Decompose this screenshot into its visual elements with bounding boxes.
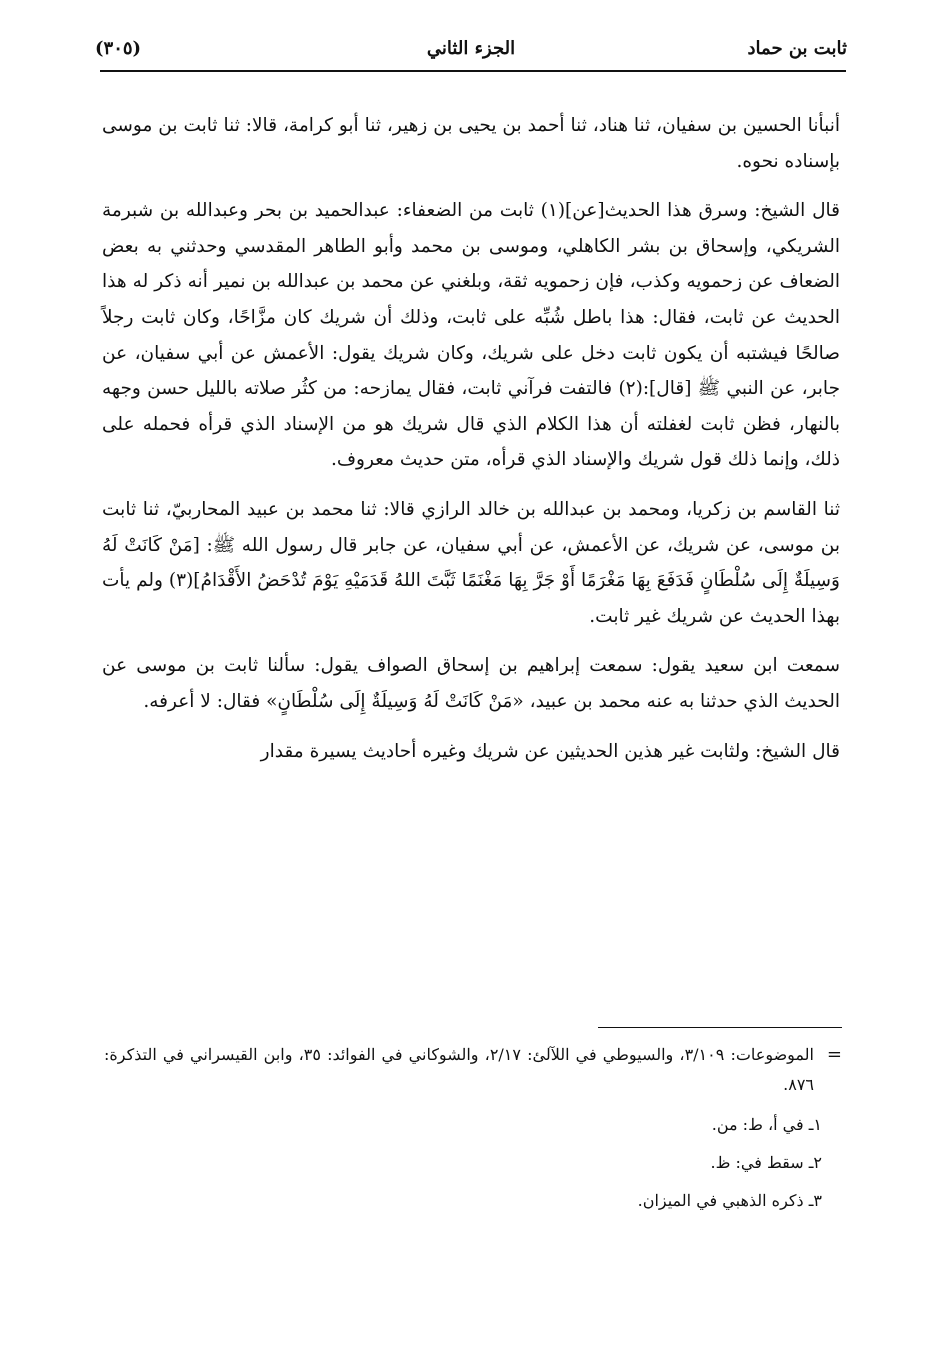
paragraph-2: قال الشيخ: وسرق هذا الحديث[عن](١) ثابت من الضعفاء: عبدالحميد بن بحر وعبدالله بن شبرمة الشريكي، وإسحاق بن بشر الكاهلي، وموسى بن محمد وأبو الطاهر المقدسي وحدثني به بعض الضعاف عن زحمويه وكذب، فإن زحمويه ثقة، وبلغني عن محمد بن عبدالله بن نمير أنه ذكر له هذا الحديث عن ثابت، فقال: هذا باطل شُبِّه على ثابت، وذلك أن شريك كان مزَّاحًا، وكان ثابت رجلاً صالحًا فيشتبه أن يكون ثابت دخل على شريك، وكان شريك يقول: الأعمش عن أبي سفيان، عن جابر، عن النبي ﷺ [قال]:(٢) فالتفت فرآني ثابت، فقال يمازحه: من كثُر صلاته بالليل حسن وجهه بالنهار، فظن ثابت لغفلته أن هذا الكلام الذي قال شريك هو من الإسناد الذي قرأه فحمله على ذلك، وإنما ذلك قول شريك والإسناد الذي قرأه، متن حديث معروف. xyxy=(102,200,841,471)
footnote-rule xyxy=(598,1027,842,1028)
footnote-1: ١ـ في أ، ط: من. xyxy=(711,1115,822,1134)
footnote-3: ٣ـ ذكره الذهبي في الميزان. xyxy=(637,1191,822,1210)
footnote-continuation-text: الموضوعات: ٣/١٠٩، والسيوطي في اللآلئ: ٢/١٧، والشوكاني في الفوائد: ٣٥، وابن القيسراني في التذكرة: ٨٧٦. xyxy=(104,1045,815,1094)
page-header xyxy=(95,32,847,72)
footnote-continuation xyxy=(104,1040,842,1100)
footnote-2: ٢ـ سقط في: ظ. xyxy=(710,1153,822,1172)
paragraph-1: أنبأنا الحسين بن سفيان، ثنا هناد، ثنا أحمد بن يحيى بن زهير، ثنا أبو كرامة، قالا: ثنا ثابت بن موسى بإسناده نحوه. xyxy=(102,115,840,172)
main-text xyxy=(102,108,840,783)
header-narrator-name: ثابت بن حماد xyxy=(747,38,847,59)
paragraph-4: سمعت ابن سعيد يقول: سمعت إبراهيم بن إسحاق الصواف يقول: سألنا ثابت بن موسى عن الحديث الذي حدثنا به عنه محمد بن عبيد، «مَنْ كَانَتْ لَهُ وَسِيلَةٌ إِلَى سُلْطَانٍ» فقال: لا أعرفه. xyxy=(102,655,840,712)
continuation-mark: = xyxy=(826,1044,842,1065)
header-volume: الجزء الثاني xyxy=(426,38,516,59)
header-rule xyxy=(100,70,846,72)
header-page-number: (٣٠٥) xyxy=(95,38,142,59)
paragraph-3: ثنا القاسم بن زكريا، ومحمد بن عبدالله بن خالد الرازي قالا: ثنا محمد بن عبيد المحاربيّ، ثنا ثابت بن موسى، عن شريك، عن الأعمش، عن أبي سفيان، عن جابر قال رسول الله ﷺ: [مَنْ كَانَتْ لَهُ وَسِيلَةٌ إِلَى سُلْطَانٍ فَدَفَعَ بِهَا مَغْرَمًا أَوْ جَرَّ بِهَا مَغْنَمًا ثَبَّتَ اللهُ قَدَمَيْهِ يَوْمَ تُدْحَضُ الأَقْدَامُ](٣) ولم يأت بهذا الحديث عن شريك غير ثابت. xyxy=(102,498,840,627)
footnotes xyxy=(104,1040,842,1224)
paragraph-5: قال الشيخ: ولثابت غير هذين الحديثين عن شريك وغيره أحاديث يسيرة مقدار xyxy=(260,740,840,762)
